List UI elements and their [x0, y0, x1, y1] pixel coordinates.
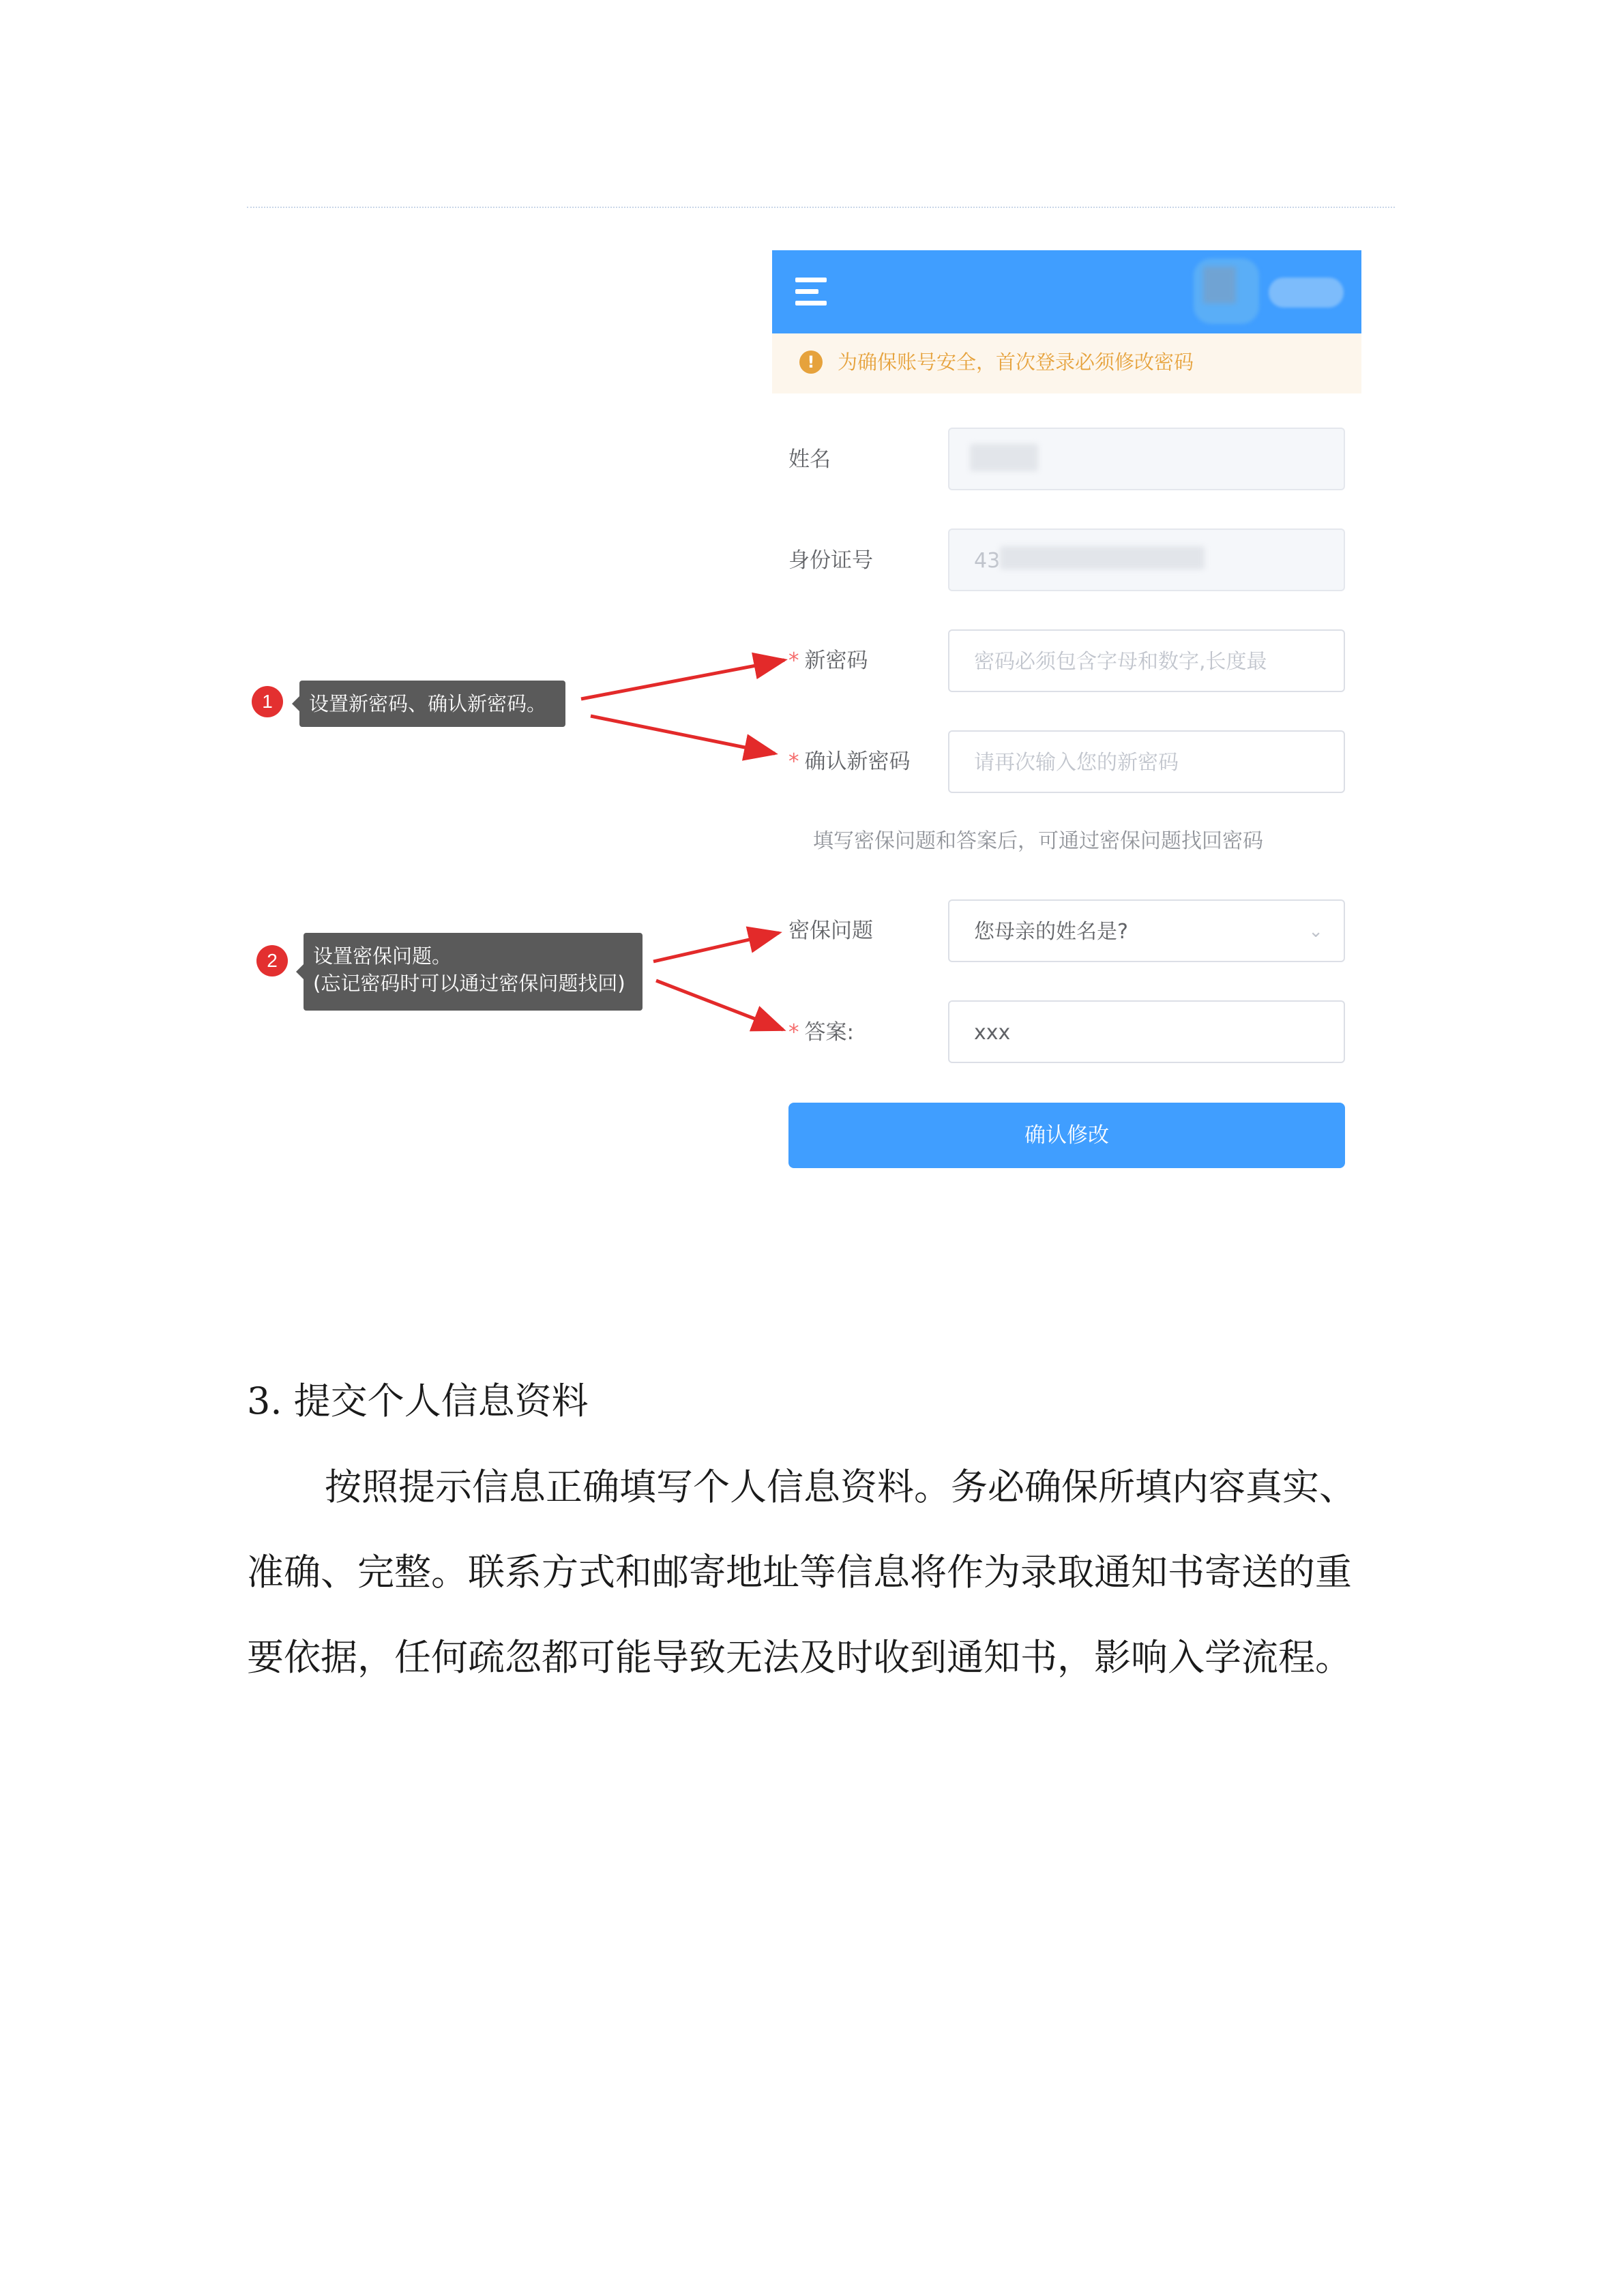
callout-text-1: 设置新密码、确认新密码。: [309, 692, 547, 715]
id-number-label: 身份证号: [788, 548, 873, 573]
confirm-password-placeholder: 请再次输入您的新密码: [974, 751, 1179, 775]
section-title: 3. 提交个人信息资料: [247, 1380, 589, 1422]
security-question-value: 您母亲的姓名是?: [974, 920, 1128, 944]
required-mark: *: [788, 1020, 799, 1045]
callout-text-2-line-1: 设置密保问题。: [313, 944, 452, 968]
required-mark: *: [788, 648, 799, 673]
answer-value: xxx: [974, 1021, 1011, 1045]
paragraph-line-1: 按照提示信息正确填写个人信息资料。务必确保所填内容真实、: [325, 1465, 1356, 1508]
warning-icon: !: [799, 351, 823, 374]
chevron-down-icon: ⌄: [1308, 921, 1323, 942]
new-password-label-text: 新密码: [804, 648, 868, 673]
security-question-hint: 填写密保问题和答案后，可通过密保问题找回密码: [813, 829, 1263, 853]
required-mark: *: [788, 749, 799, 774]
security-warning-text: 为确保账号安全，首次登录必须修改密码: [838, 351, 1194, 374]
new-password-placeholder: 密码必须包含字母和数字,长度最: [974, 650, 1267, 674]
answer-label-text: 答案:: [804, 1020, 854, 1045]
security-question-label: 密保问题: [788, 919, 873, 943]
paragraph-line-3: 要依据，任何疏忽都可能导致无法及时收到通知书，影响入学流程。: [247, 1636, 1352, 1679]
name-label: 姓名: [788, 447, 831, 472]
id-number-prefix: 43: [974, 549, 1001, 573]
arrow-to-answer: [656, 981, 783, 1030]
callout-text-2-line-2: (忘记密码时可以通过密保问题找回): [313, 972, 625, 995]
arrow-to-security-question: [653, 933, 779, 961]
paragraph-line-2: 准确、完整。联系方式和邮寄地址等信息将作为录取通知书寄送的重: [247, 1551, 1352, 1594]
confirm-password-label-text: 确认新密码: [804, 749, 911, 774]
callout-badge-1: 1: [252, 686, 283, 717]
confirm-change-button[interactable]: 确认修改: [788, 1103, 1345, 1168]
arrow-to-confirm-password: [591, 716, 775, 754]
callout-badge-2: 2: [256, 945, 288, 976]
arrow-to-new-password: [581, 660, 784, 699]
